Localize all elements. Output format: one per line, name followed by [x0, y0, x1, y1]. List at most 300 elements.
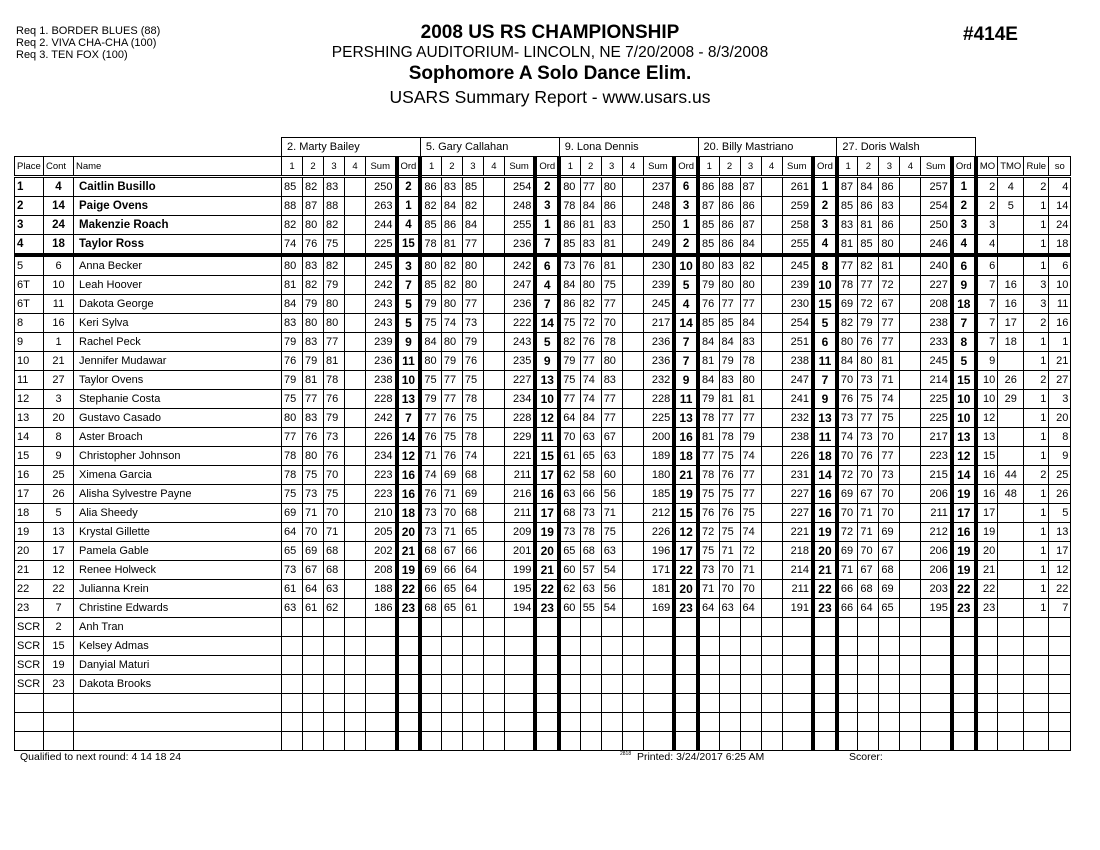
score-cell: 73	[420, 504, 441, 523]
ordinal-cell: 20	[535, 542, 559, 561]
ordinal-cell: 5	[397, 314, 421, 333]
judge-subheader: 1	[698, 157, 719, 177]
score-cell: 76	[462, 352, 483, 371]
rule-cell: 1	[1024, 428, 1049, 447]
ordinal-cell	[952, 713, 976, 732]
score-cell: 76	[858, 333, 879, 352]
score-cell: 75	[719, 485, 740, 504]
table-row	[15, 295, 1071, 314]
tmo-cell: 48	[998, 485, 1024, 504]
rule-cell: 1	[1024, 599, 1049, 618]
score-cell: 63	[601, 447, 622, 466]
score-cell	[761, 485, 782, 504]
score-cell: 72	[698, 523, 719, 542]
score-cell: 69	[879, 523, 900, 542]
ordinal-cell	[813, 675, 837, 694]
score-cell: 85	[420, 276, 441, 295]
skater-name: Taylor Ovens	[74, 371, 282, 390]
sum-cell: 250	[366, 177, 397, 197]
mo-cell: 12	[976, 409, 998, 428]
score-cell	[601, 713, 622, 732]
judge-subheader: 3	[740, 157, 761, 177]
score-cell: 77	[462, 235, 483, 256]
score-cell: 80	[837, 333, 858, 352]
score-cell: 60	[601, 466, 622, 485]
results-table	[14, 137, 1071, 751]
score-cell: 76	[858, 447, 879, 466]
score-cell	[483, 694, 504, 713]
score-cell: 68	[324, 542, 345, 561]
score-cell: 82	[462, 197, 483, 216]
mo-cell: 7	[976, 295, 998, 314]
score-cell	[837, 713, 858, 732]
tmo-cell: 5	[998, 197, 1024, 216]
score-cell: 74	[837, 428, 858, 447]
score-cell: 80	[303, 216, 324, 235]
score-cell	[580, 694, 601, 713]
cont-cell: 27	[44, 371, 74, 390]
score-cell: 70	[324, 466, 345, 485]
ordinal-cell: 3	[952, 216, 976, 235]
so-cell: 3	[1049, 390, 1071, 409]
score-cell: 86	[441, 216, 462, 235]
ordinal-cell: 2	[397, 177, 421, 197]
score-cell	[900, 713, 921, 732]
table-row	[15, 580, 1071, 599]
score-cell	[282, 713, 303, 732]
score-cell	[601, 732, 622, 751]
score-cell: 80	[324, 295, 345, 314]
score-cell: 71	[740, 561, 761, 580]
ordinal-cell: 22	[813, 580, 837, 599]
rule-cell: 2	[1024, 314, 1049, 333]
ordinal-cell	[674, 713, 698, 732]
ordinal-cell: 18	[397, 504, 421, 523]
score-cell: 79	[462, 333, 483, 352]
tmo-cell	[998, 255, 1024, 276]
tmo-cell: 26	[998, 371, 1024, 390]
score-cell: 65	[580, 447, 601, 466]
ordinal-cell: 3	[674, 197, 698, 216]
score-cell	[622, 561, 643, 580]
sum-cell: 206	[921, 542, 952, 561]
score-cell: 85	[462, 177, 483, 197]
ordinal-cell: 22	[535, 580, 559, 599]
ordinal-cell	[397, 656, 421, 675]
sum-cell	[366, 637, 397, 656]
score-cell: 80	[698, 255, 719, 276]
place-cell: SCR	[15, 675, 44, 694]
ordinal-cell: 7	[397, 276, 421, 295]
sum-cell: 225	[643, 409, 674, 428]
score-cell: 77	[282, 428, 303, 447]
score-cell: 83	[601, 216, 622, 235]
extra-header: Rule	[1024, 157, 1049, 177]
score-cell: 56	[601, 485, 622, 504]
score-cell	[900, 409, 921, 428]
judge-header-row	[15, 138, 1071, 157]
sum-cell: 217	[643, 314, 674, 333]
sum-cell	[643, 637, 674, 656]
score-cell: 82	[441, 276, 462, 295]
sum-cell: 185	[643, 485, 674, 504]
score-cell	[900, 177, 921, 197]
score-cell: 66	[580, 485, 601, 504]
ordinal-cell	[535, 675, 559, 694]
score-cell: 79	[740, 428, 761, 447]
score-cell: 75	[324, 485, 345, 504]
ordinal-cell	[674, 656, 698, 675]
ordinal-cell: 22	[397, 580, 421, 599]
mo-cell	[976, 656, 998, 675]
mo-cell: 13	[976, 428, 998, 447]
score-cell	[345, 694, 366, 713]
place-cell: 23	[15, 599, 44, 618]
table-row	[15, 371, 1071, 390]
sum-cell: 195	[504, 580, 535, 599]
sum-cell: 217	[921, 428, 952, 447]
place-cell: 10	[15, 352, 44, 371]
score-cell	[900, 599, 921, 618]
sum-cell	[921, 713, 952, 732]
cont-cell	[44, 694, 74, 713]
score-cell	[879, 675, 900, 694]
score-cell: 77	[462, 295, 483, 314]
sum-cell: 242	[366, 276, 397, 295]
table-row	[15, 561, 1071, 580]
score-cell: 63	[719, 599, 740, 618]
cont-header: Cont	[44, 157, 74, 177]
scorer-label: Scorer:	[849, 751, 883, 763]
score-cell	[483, 485, 504, 504]
score-cell	[622, 371, 643, 390]
ordinal-cell: 13	[397, 390, 421, 409]
ordinal-cell: 15	[952, 371, 976, 390]
table-row	[15, 428, 1071, 447]
score-cell: 79	[324, 409, 345, 428]
sum-cell: 230	[782, 295, 813, 314]
table-row	[15, 732, 1071, 751]
score-cell: 61	[559, 447, 580, 466]
score-cell: 72	[858, 295, 879, 314]
sum-cell: 186	[366, 599, 397, 618]
table-row	[15, 276, 1071, 295]
tmo-cell	[998, 523, 1024, 542]
score-cell: 78	[740, 352, 761, 371]
score-cell: 75	[441, 428, 462, 447]
score-cell	[900, 466, 921, 485]
skater-name: Makenzie Roach	[74, 216, 282, 235]
score-cell	[761, 466, 782, 485]
score-cell: 86	[879, 216, 900, 235]
score-cell: 81	[879, 352, 900, 371]
ordinal-cell: 2	[952, 197, 976, 216]
judge-subheader: 4	[483, 157, 504, 177]
ordinal-cell: 7	[535, 235, 559, 256]
sum-cell: 218	[782, 542, 813, 561]
sum-cell: 248	[504, 197, 535, 216]
score-cell	[483, 371, 504, 390]
score-cell: 74	[282, 235, 303, 256]
skater-name: Julianna Krein	[74, 580, 282, 599]
score-cell: 85	[698, 216, 719, 235]
ordinal-cell: 4	[813, 235, 837, 256]
score-cell	[900, 618, 921, 637]
ordinal-cell	[674, 732, 698, 751]
place-cell: 14	[15, 428, 44, 447]
score-cell: 79	[420, 390, 441, 409]
score-cell: 86	[719, 216, 740, 235]
score-cell	[900, 295, 921, 314]
score-cell	[837, 732, 858, 751]
so-cell	[1049, 713, 1071, 732]
score-cell: 86	[559, 295, 580, 314]
tmo-cell	[998, 580, 1024, 599]
tmo-cell: 44	[998, 466, 1024, 485]
score-cell: 73	[282, 561, 303, 580]
event-number: #414E	[963, 24, 1018, 45]
ordinal-cell: 13	[535, 371, 559, 390]
score-cell: 73	[580, 504, 601, 523]
rule-cell	[1024, 694, 1049, 713]
sum-cell: 244	[366, 216, 397, 235]
score-cell	[622, 235, 643, 256]
ordinal-cell: 17	[952, 504, 976, 523]
tmo-cell	[998, 618, 1024, 637]
score-cell: 79	[559, 352, 580, 371]
so-cell: 27	[1049, 371, 1071, 390]
sum-cell: 202	[366, 542, 397, 561]
sum-cell: 199	[504, 561, 535, 580]
ordinal-cell: 18	[952, 295, 976, 314]
ordinal-cell	[397, 675, 421, 694]
ordinal-cell: 9	[952, 276, 976, 295]
ordinal-cell: 16	[397, 466, 421, 485]
score-cell	[559, 637, 580, 656]
sum-cell: 251	[782, 333, 813, 352]
score-cell: 69	[282, 504, 303, 523]
score-cell	[580, 675, 601, 694]
score-cell	[900, 352, 921, 371]
score-cell: 75	[462, 371, 483, 390]
skater-name	[74, 694, 282, 713]
so-cell: 4	[1049, 177, 1071, 197]
ordinal-cell	[952, 732, 976, 751]
sum-cell: 238	[782, 352, 813, 371]
score-cell: 70	[837, 504, 858, 523]
ordinal-cell: 11	[535, 428, 559, 447]
score-cell	[900, 276, 921, 295]
sum-cell: 221	[504, 447, 535, 466]
ordinal-cell	[535, 694, 559, 713]
score-cell: 73	[303, 485, 324, 504]
ordinal-cell	[535, 732, 559, 751]
score-cell: 73	[698, 561, 719, 580]
score-cell: 85	[282, 177, 303, 197]
score-cell: 65	[282, 542, 303, 561]
score-cell: 74	[580, 371, 601, 390]
score-cell: 86	[719, 197, 740, 216]
ordinal-cell: 12	[397, 447, 421, 466]
so-cell: 12	[1049, 561, 1071, 580]
score-cell: 86	[698, 177, 719, 197]
judge-subheader: 1	[420, 157, 441, 177]
score-cell	[622, 447, 643, 466]
score-cell: 85	[698, 235, 719, 256]
so-cell: 16	[1049, 314, 1071, 333]
score-cell: 75	[719, 523, 740, 542]
score-cell: 64	[698, 599, 719, 618]
rule-cell: 1	[1024, 447, 1049, 466]
rule-cell: 1	[1024, 197, 1049, 216]
score-cell	[345, 561, 366, 580]
score-cell: 73	[858, 371, 879, 390]
score-cell	[441, 732, 462, 751]
ordinal-cell: 16	[535, 485, 559, 504]
score-cell	[900, 390, 921, 409]
score-cell: 88	[719, 177, 740, 197]
so-cell: 6	[1049, 255, 1071, 276]
score-cell	[622, 713, 643, 732]
ordinal-cell: 14	[674, 314, 698, 333]
score-cell	[345, 276, 366, 295]
ordinal-cell	[397, 618, 421, 637]
sum-cell	[643, 732, 674, 751]
score-cell	[761, 599, 782, 618]
sum-cell: 232	[782, 409, 813, 428]
ordinal-cell: 16	[813, 504, 837, 523]
skater-name: Dakota Brooks	[74, 675, 282, 694]
table-row	[15, 255, 1071, 276]
score-cell: 64	[282, 523, 303, 542]
place-cell: 11	[15, 371, 44, 390]
score-cell: 80	[580, 276, 601, 295]
score-cell	[622, 333, 643, 352]
ordinal-cell: 12	[952, 447, 976, 466]
score-cell	[601, 675, 622, 694]
event-title: Sophomore A Solo Dance Elim.	[408, 63, 692, 84]
score-cell	[719, 656, 740, 675]
score-cell: 73	[559, 255, 580, 276]
judge-subheader: 2	[858, 157, 879, 177]
score-cell: 85	[559, 235, 580, 256]
ordinal-cell: 14	[952, 466, 976, 485]
score-cell: 84	[858, 177, 879, 197]
so-cell: 11	[1049, 295, 1071, 314]
judge-subheader: Ord	[535, 157, 559, 177]
score-cell	[345, 371, 366, 390]
score-cell: 73	[324, 428, 345, 447]
sum-cell	[921, 637, 952, 656]
ordinal-cell: 9	[535, 352, 559, 371]
so-cell: 9	[1049, 447, 1071, 466]
score-cell	[345, 675, 366, 694]
sum-cell: 248	[643, 197, 674, 216]
sum-cell: 227	[782, 485, 813, 504]
score-cell: 85	[858, 235, 879, 256]
score-cell	[698, 637, 719, 656]
ordinal-cell: 11	[674, 390, 698, 409]
ordinal-cell: 23	[397, 599, 421, 618]
score-cell: 63	[580, 580, 601, 599]
score-cell	[622, 314, 643, 333]
score-cell: 83	[719, 371, 740, 390]
score-cell	[559, 694, 580, 713]
score-cell: 77	[879, 314, 900, 333]
score-cell	[740, 675, 761, 694]
score-cell: 68	[559, 504, 580, 523]
ordinal-cell	[535, 713, 559, 732]
score-cell	[483, 235, 504, 256]
score-cell	[580, 618, 601, 637]
score-cell: 55	[580, 599, 601, 618]
score-cell	[761, 447, 782, 466]
score-cell	[858, 618, 879, 637]
tmo-cell: 18	[998, 333, 1024, 352]
score-cell	[622, 523, 643, 542]
score-cell: 82	[282, 216, 303, 235]
score-cell: 77	[420, 409, 441, 428]
score-cell: 68	[879, 561, 900, 580]
place-cell: SCR	[15, 618, 44, 637]
so-cell: 18	[1049, 235, 1071, 256]
score-cell: 64	[462, 561, 483, 580]
score-cell: 80	[462, 276, 483, 295]
score-cell: 74	[740, 523, 761, 542]
ordinal-cell: 10	[535, 390, 559, 409]
ordinal-cell: 1	[535, 216, 559, 235]
score-cell: 78	[282, 447, 303, 466]
ordinal-cell: 22	[674, 561, 698, 580]
ordinal-cell: 21	[535, 561, 559, 580]
place-cell: 5	[15, 255, 44, 276]
sum-cell: 228	[643, 390, 674, 409]
sum-cell: 232	[643, 371, 674, 390]
score-cell	[483, 314, 504, 333]
score-cell	[837, 656, 858, 675]
score-cell	[345, 333, 366, 352]
score-cell: 81	[441, 235, 462, 256]
mo-cell: 9	[976, 352, 998, 371]
score-cell: 86	[559, 216, 580, 235]
score-cell	[858, 713, 879, 732]
mo-cell: 4	[976, 235, 998, 256]
sum-cell: 223	[921, 447, 952, 466]
score-cell: 77	[740, 485, 761, 504]
score-cell: 80	[420, 255, 441, 276]
score-cell	[622, 732, 643, 751]
ordinal-cell: 14	[813, 466, 837, 485]
score-cell: 75	[282, 485, 303, 504]
mo-cell	[976, 618, 998, 637]
cont-cell: 19	[44, 656, 74, 675]
score-cell: 65	[559, 542, 580, 561]
ordinal-cell: 21	[674, 466, 698, 485]
requirement-2: Req 2. VIVA CHA-CHA (100)	[16, 37, 157, 49]
tmo-cell	[998, 675, 1024, 694]
rule-cell: 1	[1024, 504, 1049, 523]
score-cell	[441, 713, 462, 732]
score-cell	[324, 618, 345, 637]
sum-cell: 261	[782, 177, 813, 197]
sum-cell: 223	[366, 485, 397, 504]
sum-cell: 242	[366, 409, 397, 428]
score-cell: 83	[303, 255, 324, 276]
score-cell	[622, 485, 643, 504]
score-cell: 76	[441, 447, 462, 466]
score-cell	[345, 447, 366, 466]
skater-name: Kelsey Admas	[74, 637, 282, 656]
